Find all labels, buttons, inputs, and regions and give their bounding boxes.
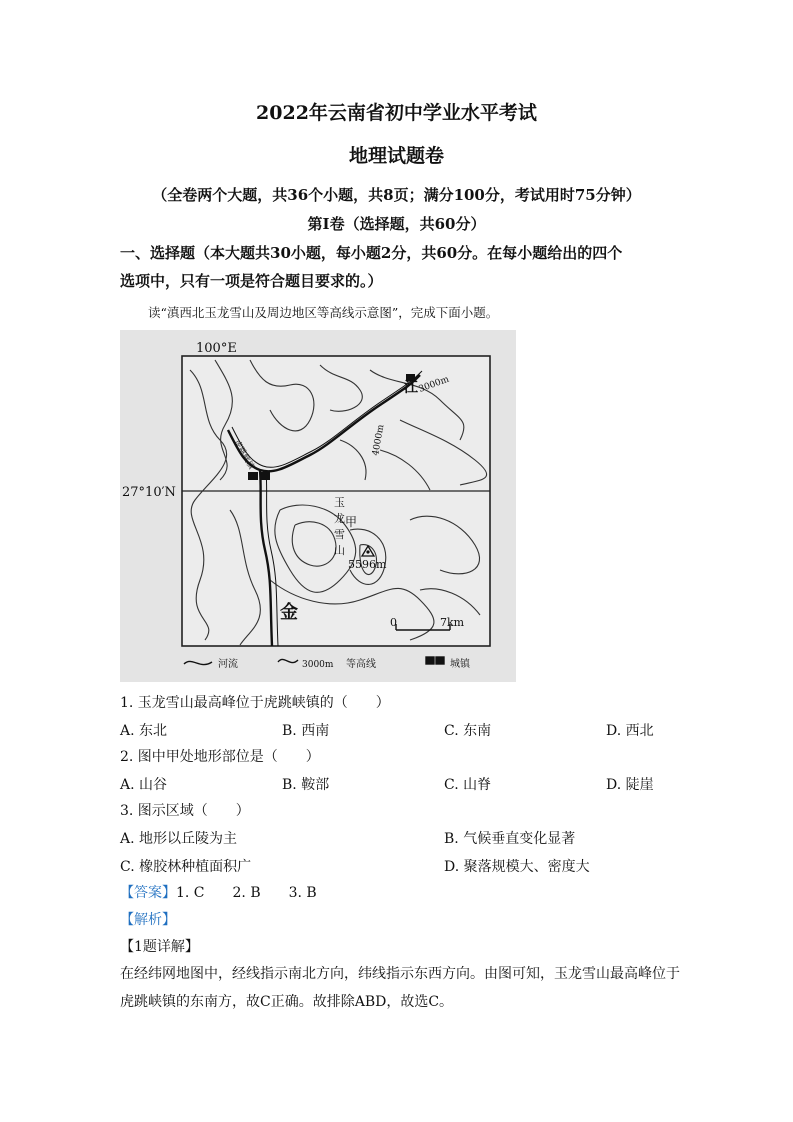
exam-subtitle: 地理试题卷	[348, 145, 444, 167]
town-name-label: 虎跳峡镇	[232, 438, 257, 471]
mountain-char-1: 玉	[334, 496, 345, 509]
question-intro: 读“滇西北玉龙雪山及周边地区等高线示意图”，完成下面小题。	[148, 305, 499, 320]
q1-option-d[interactable]: D. 西北	[606, 723, 654, 739]
legend-contour-sample: 3000m	[302, 660, 334, 670]
contour-map	[120, 330, 516, 682]
scale-zero-label: 0	[390, 616, 397, 629]
q1-option-c[interactable]: C. 东南	[444, 723, 492, 739]
peak-dot	[366, 550, 369, 553]
mountain-char-2: 龙	[334, 512, 345, 525]
q2-option-a[interactable]: A. 山谷	[120, 777, 168, 793]
legend-contour-label: 等高线	[346, 659, 376, 670]
answer-label: 【答案】	[120, 885, 176, 901]
question-1-stem: 1. 玉龙雪山最高峰位于虎跳峡镇的（ ）	[120, 695, 390, 711]
q2-option-b[interactable]: B. 鞍部	[282, 777, 330, 793]
latitude-label: 27°10′N	[122, 485, 176, 500]
q3-option-b[interactable]: B. 气候垂直变化显著	[444, 831, 576, 847]
exam-title: 2022年云南省初中学业水平考试	[256, 102, 537, 124]
question-2-stem: 2. 图中甲处地形部位是（ ）	[120, 749, 320, 765]
q1-option-b[interactable]: B. 西南	[282, 723, 330, 739]
analysis-label: 【解析】	[120, 912, 176, 928]
question-3-stem: 3. 图示区域（ ）	[120, 803, 250, 819]
river-label: 金	[280, 602, 298, 623]
q1-analysis-line1: 在经纬网地图中，经线指示南北方向，纬线指示东西方向。由图可知，玉龙雪山最高峰位于	[120, 966, 680, 982]
q2-option-d[interactable]: D. 陡崖	[606, 777, 654, 793]
q3-option-a[interactable]: A. 地形以丘陵为主	[120, 831, 238, 847]
mountain-char-3: 雪	[334, 528, 345, 541]
exam-info: （全卷两个大题，共36个小题，共8页；满分100分，考试用时75分钟）	[152, 186, 641, 204]
q2-option-c[interactable]: C. 山脊	[444, 777, 492, 793]
q3-option-d[interactable]: D. 聚落规模大、密度大	[444, 859, 590, 875]
answer-row	[120, 882, 317, 902]
q1-analysis-label: 【1题详解】	[120, 939, 199, 955]
contour-3000-label: 3000m	[417, 374, 451, 395]
volume-heading: 第Ⅰ卷（选择题，共60分）	[307, 215, 486, 233]
legend-town-label: 城镇	[450, 659, 470, 670]
q3-option-c[interactable]: C. 橡胶林种植面积广	[120, 859, 252, 875]
contour-4000-label: 4000m	[371, 423, 387, 457]
q1-analysis-line2: 虎跳峡镇的东南方，故C正确。故排除ABD，故选C。	[120, 994, 454, 1010]
section-heading-line1: 一、选择题（本大题共30小题，每小题2分，共60分。在每小题给出的四个	[120, 244, 623, 262]
q1-option-a[interactable]: A. 东北	[120, 723, 168, 739]
longitude-label: 100°E	[196, 341, 237, 356]
peak-elevation-label: 5596m	[348, 558, 387, 571]
mountain-char-4: 山	[334, 544, 345, 557]
town-jiang-label: 江	[404, 380, 418, 396]
answer-values: 1. C 2. B 3. B	[176, 885, 317, 901]
point-jia-label: 甲	[345, 515, 358, 529]
scale-km-label: 7km	[440, 616, 465, 629]
legend-river-label: 河流	[218, 659, 238, 670]
section-heading-line2: 选项中，只有一项是符合题目要求的。）	[120, 272, 383, 290]
